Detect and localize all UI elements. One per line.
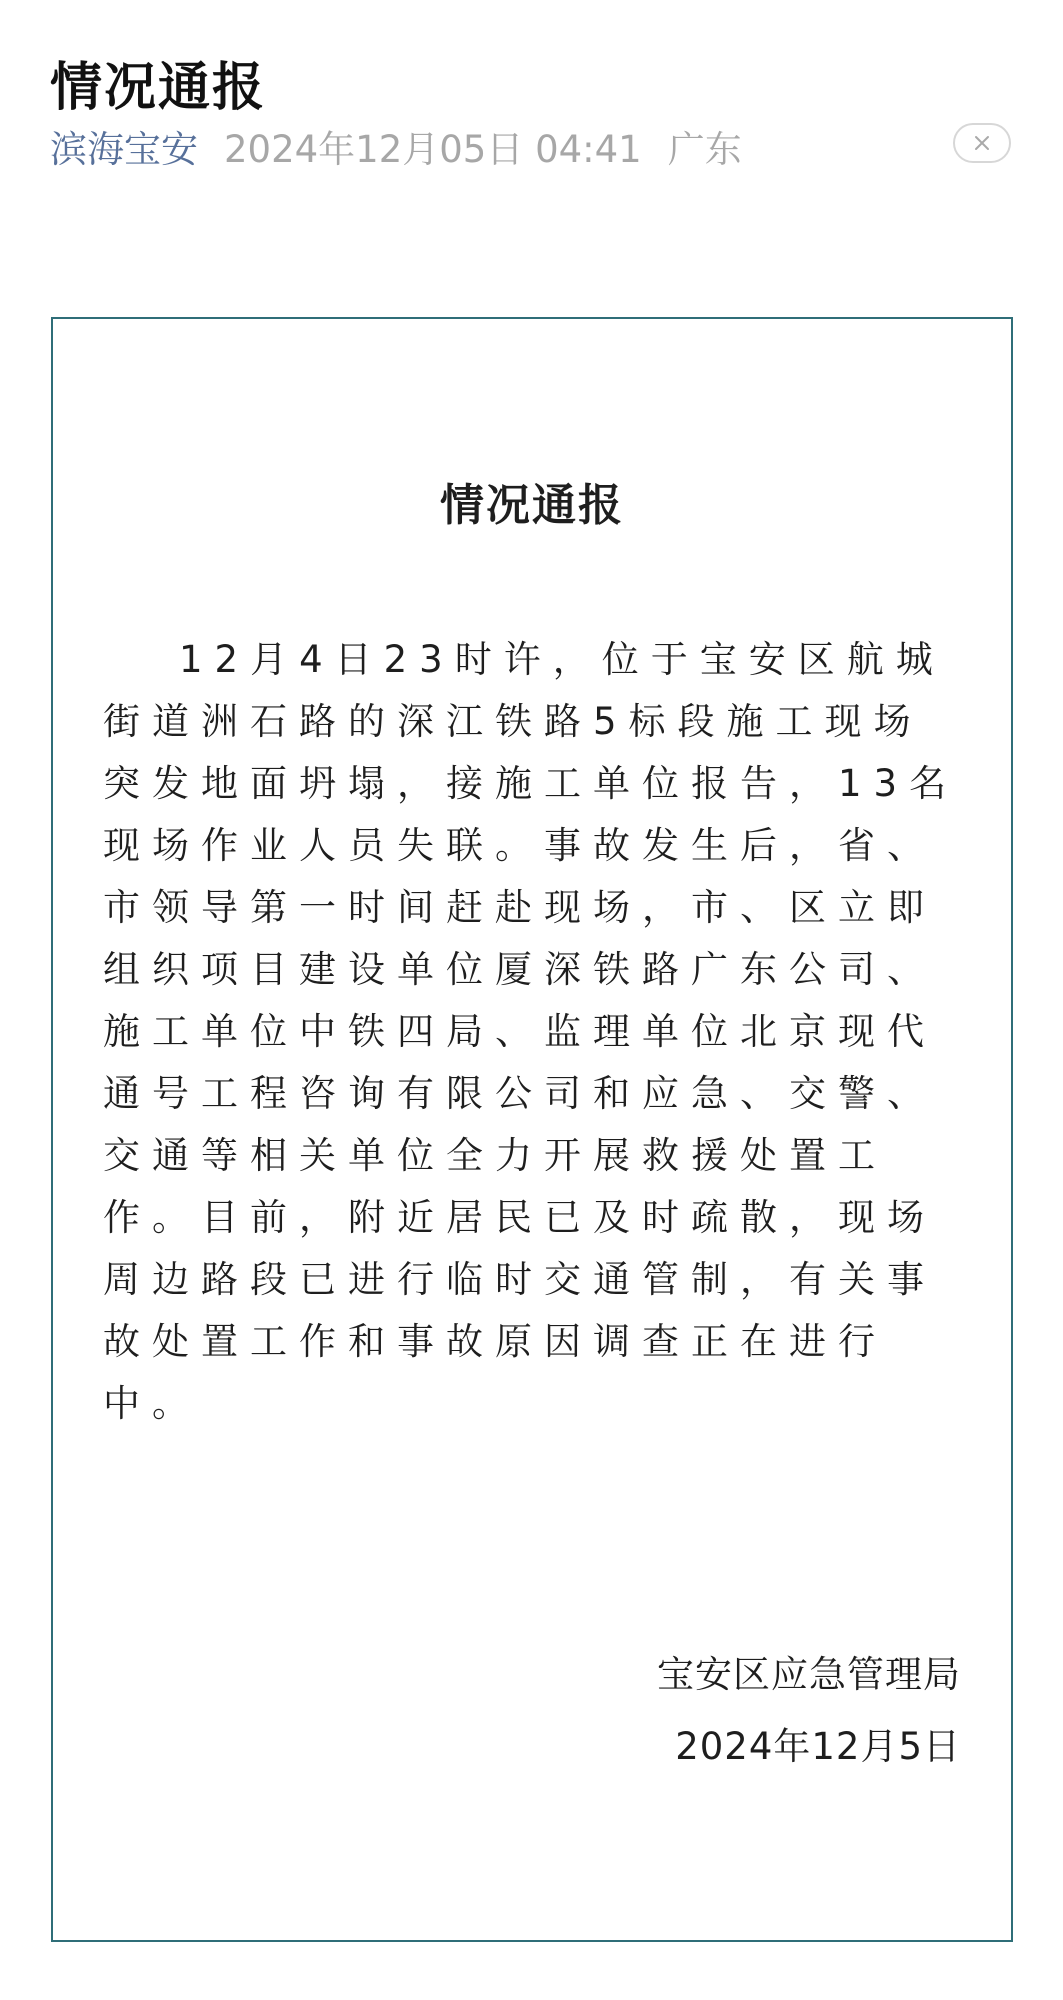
notice-body-text: 12月4日23时许，位于宝安区航城街道洲石路的深江铁路5标段施工现场突发地面坍塌，接施工单位报告，13名现场作业人员失联。事故发生后，省、市领导第一时间赶赴现场，市、区立即组织项目建设单位厦深铁路广东公司、施工单位中铁四局、监理单位北京现代通号工程咨询有限公司和应急、交警、交通等相关单位全力开展救援处置工作。目前，附近居民已及时疏散，现场周边路段已进行临时交通管制，有关事故处置工作和事故原因调查正在进行中。 xyxy=(103,638,959,1425)
issuing-authority: 宝安区应急管理局 xyxy=(657,1653,961,1696)
notice-image-frame xyxy=(51,317,1013,1942)
source-account-link[interactable]: 滨海宝安 xyxy=(50,128,198,171)
page-title: 情况通报 xyxy=(50,57,267,118)
publish-datetime: 2024年12月05日 04:41 xyxy=(224,128,642,171)
notice-body-paragraph xyxy=(103,629,965,1435)
notice-date: 2024年12月5日 xyxy=(675,1725,961,1768)
publish-location: 广东 xyxy=(667,128,742,171)
close-button[interactable] xyxy=(953,123,1011,163)
close-icon xyxy=(974,135,990,151)
notice-heading: 情况通报 xyxy=(440,480,624,531)
article-meta xyxy=(50,118,742,174)
notice-signature-block xyxy=(657,1639,961,1783)
